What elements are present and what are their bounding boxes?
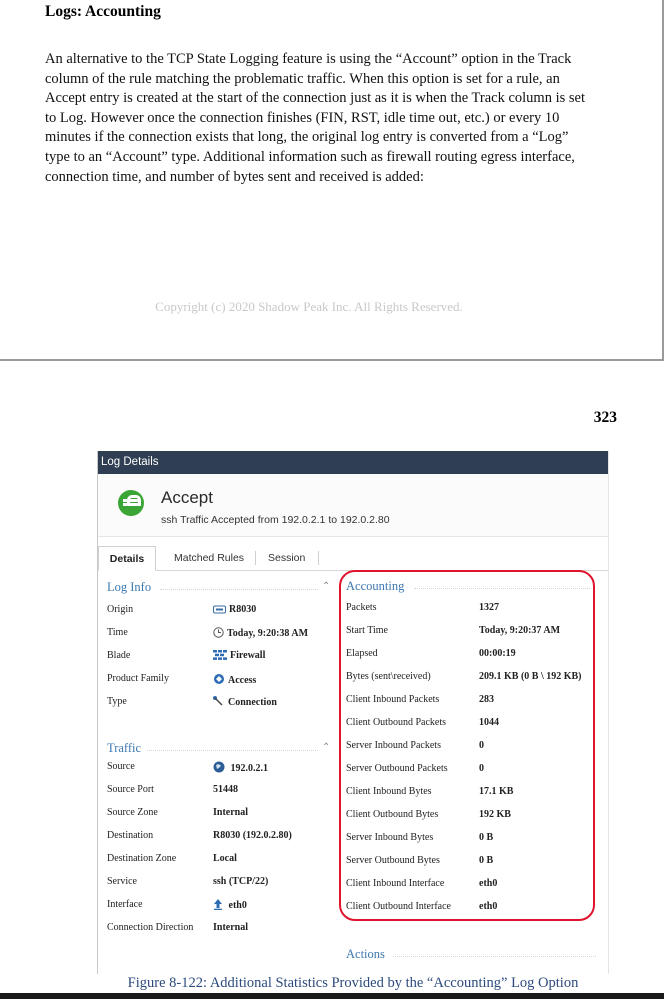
collapse-chevron-icon[interactable]: ⌃ [322, 581, 331, 592]
action-subtitle: ssh Traffic Accepted from 192.0.2.1 to 192.0.2.80 [161, 514, 390, 526]
section-divider [147, 750, 318, 751]
blade-label: Blade [107, 650, 131, 661]
product-family-label: Product Family [107, 673, 169, 684]
client-inbound-bytes-value: 17.1 KB [479, 786, 514, 797]
client-inbound-bytes-label: Client Inbound Bytes [346, 786, 432, 797]
copyright-watermark: Copyright (c) 2020 Shadow Peak Inc. All Rights Reserved. [155, 299, 463, 314]
gateway-icon [213, 605, 226, 617]
page-number: 323 [593, 409, 617, 426]
product-family-value: Access [213, 673, 256, 688]
traffic-title: Traffic [107, 741, 142, 755]
origin-value: R8030 [213, 604, 256, 617]
client-outbound-packets-value: 1044 [479, 717, 499, 728]
client-outbound-bytes-value: 192 KB [479, 809, 511, 820]
page-bottom-edge [0, 993, 664, 999]
figure-caption: Figure 8-122: Additional Statistics Provided by the “Accounting” Log Option [127, 975, 579, 991]
server-inbound-packets-label: Server Inbound Packets [346, 740, 441, 751]
destination-zone-label: Destination Zone [107, 853, 177, 864]
source-label: Source [107, 761, 135, 772]
section-divider [393, 956, 596, 957]
client-inbound-interface-value: eth0 [479, 878, 498, 889]
packets-label: Packets [346, 602, 377, 613]
source-zone-value: Internal [213, 807, 248, 818]
blade-value: Firewall [213, 650, 265, 663]
access-icon [213, 673, 225, 688]
tab-divider [255, 551, 256, 565]
destination-zone-value: Local [213, 853, 237, 864]
origin-label: Origin [107, 604, 134, 615]
type-value: Connection [213, 696, 277, 710]
client-outbound-interface-value: eth0 [479, 901, 498, 912]
interface-label: Interface [107, 899, 143, 910]
server-outbound-bytes-label: Server Outbound Bytes [346, 855, 440, 866]
tab-bar [98, 546, 608, 571]
service-value: ssh (TCP/22) [213, 876, 269, 887]
globe-icon [213, 761, 225, 776]
section-heading: Logs: Accounting [45, 3, 161, 20]
destination-value: R8030 (192.0.2.80) [213, 830, 292, 841]
page-separator [0, 359, 664, 361]
log-info-title: Log Info [107, 580, 152, 594]
time-value: Today, 9:20:38 AM [213, 627, 308, 641]
tab-divider [318, 551, 319, 565]
client-outbound-packets-label: Client Outbound Packets [346, 717, 446, 728]
source-zone-label: Source Zone [107, 807, 158, 818]
service-label: Service [107, 876, 137, 887]
server-outbound-packets-label: Server Outbound Packets [346, 763, 448, 774]
server-inbound-bytes-label: Server Inbound Bytes [346, 832, 434, 843]
type-label: Type [107, 696, 127, 707]
collapse-chevron-icon[interactable]: ⌃ [322, 742, 331, 753]
client-outbound-interface-label: Client Outbound Interface [346, 901, 451, 912]
interface-value: eth0 [213, 899, 247, 913]
connection-direction-value: Internal [213, 922, 248, 933]
firewall-icon [213, 650, 227, 663]
clock-icon [213, 627, 224, 641]
server-outbound-packets-value: 0 [479, 763, 484, 774]
start-time-value: Today, 9:20:37 AM [479, 625, 561, 636]
start-time-label: Start Time [346, 625, 388, 636]
client-outbound-bytes-label: Client Outbound Bytes [346, 809, 439, 820]
source-value: 192.0.2.1 [213, 761, 268, 776]
connection-direction-label: Connection Direction [107, 922, 194, 933]
accept-icon [118, 490, 144, 516]
actions-title: Actions [346, 947, 385, 961]
time-label: Time [107, 627, 128, 638]
tab-matched-rules[interactable]: Matched Rules [174, 552, 245, 564]
source-port-label: Source Port [107, 784, 154, 795]
highlight-box [339, 570, 595, 921]
elapsed-value: 00:00:19 [479, 648, 516, 659]
client-inbound-interface-label: Client Inbound Interface [346, 878, 445, 889]
tab-details[interactable]: Details [98, 546, 156, 571]
packets-value: 1327 [479, 602, 499, 613]
body-paragraph: An alternative to the TCP State Logging feature is using the “Account” option in the Track column of the rule matching the problematic traffic. When this option is set for a rule, an Accept entry is created at the start of the connection just as it is when the Track column is set to Log. However once the connection finishes (FIN, RST, idle time out, etc.) or every 10 minutes if the connection exists that long, the original log entry is converted from a “Log” type to an “Account” type. Additional information such as firewall routing egress interface, connection time, and number of bytes sent and received is added: [45, 51, 585, 185]
bytes-label: Bytes (sent\received) [346, 671, 431, 682]
section-divider [160, 589, 318, 590]
connection-icon [213, 696, 225, 710]
server-outbound-bytes-value: 0 B [479, 855, 494, 866]
tab-session[interactable]: Session [268, 552, 306, 564]
server-inbound-bytes-value: 0 B [479, 832, 494, 843]
client-inbound-packets-value: 283 [479, 694, 494, 705]
accounting-title: Accounting [346, 579, 405, 593]
client-inbound-packets-label: Client Inbound Packets [346, 694, 440, 705]
upload-arrow-icon [213, 899, 223, 913]
action-title: Accept [161, 488, 213, 507]
window-title: Log Details [98, 451, 608, 474]
bytes-value: 209.1 KB (0 B \ 192 KB) [479, 671, 582, 682]
elapsed-label: Elapsed [346, 648, 378, 659]
server-inbound-packets-value: 0 [479, 740, 484, 751]
previous-page [0, 0, 664, 360]
source-port-value: 51448 [213, 784, 238, 795]
destination-label: Destination [107, 830, 154, 841]
